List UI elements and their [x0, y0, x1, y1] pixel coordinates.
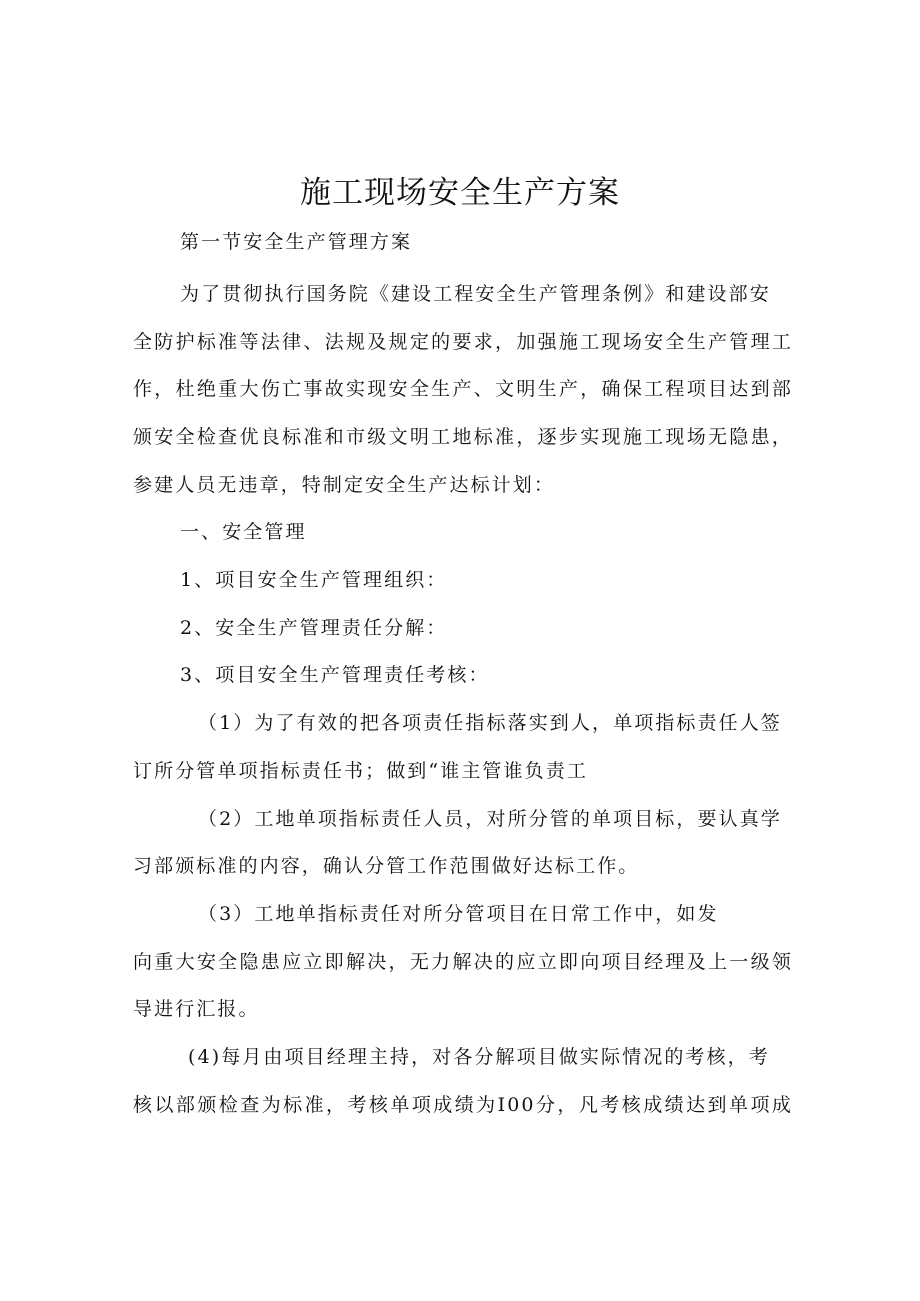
point-2-line-2: 习部颁标准的内容，确认分管工作范围做好达标工作。: [133, 855, 640, 877]
point-1-line-2: 订所分管单项指标责任书；做到“谁主管谁负责工: [133, 760, 588, 782]
section-heading: 第一节安全生产管理方案: [180, 231, 413, 253]
document-title: 施工现场安全生产方案: [300, 175, 620, 211]
point-4-line-2: 核以部颁检查为标准，考核单项成绩为I00分，凡考核成绩达到单项成: [133, 1094, 793, 1116]
intro-line-4: 颁安全检查优良标准和市级文明工地标准，逐步实现施工现场无隐患，: [133, 426, 793, 448]
subheading-safety-management: 一、安全管理: [180, 521, 307, 543]
intro-line-5: 参建人员无违章，特制定安全生产达标计划：: [133, 474, 556, 496]
point-3-line-1: （3）工地单指标责任对所分管项目在日常工作中，如发: [198, 903, 719, 925]
point-4-line-1: (4)每月由项目经理主持，对各分解项目做实际情况的考核，考: [188, 1046, 770, 1068]
intro-line-2: 全防护标准等法律、法规及规定的要求，加强施工现场安全生产管理工: [133, 331, 793, 353]
list-item-3: 3、项目安全生产管理责任考核：: [180, 664, 490, 686]
point-1-line-1: （1）为了有效的把各项责任指标落实到人，单项指标责任人签: [198, 712, 782, 734]
point-3-line-2: 向重大安全隐患应立即解决，无力解决的应立即向项目经理及上一级领: [133, 951, 793, 973]
point-3-line-3: 导进行汇报。: [133, 998, 260, 1020]
intro-line-3: 作，杜绝重大伤亡事故实现安全生产、文明生产，确保工程项目达到部: [133, 378, 793, 400]
list-item-1: 1、项目安全生产管理组织：: [180, 569, 448, 591]
intro-line-1: 为了贯彻执行国务院《建设工程安全生产管理条例》和建设部安: [180, 283, 771, 305]
point-2-line-1: （2）工地单项指标责任人员，对所分管的单项目标，要认真学: [198, 808, 782, 830]
list-item-2: 2、安全生产管理责任分解：: [180, 617, 448, 639]
